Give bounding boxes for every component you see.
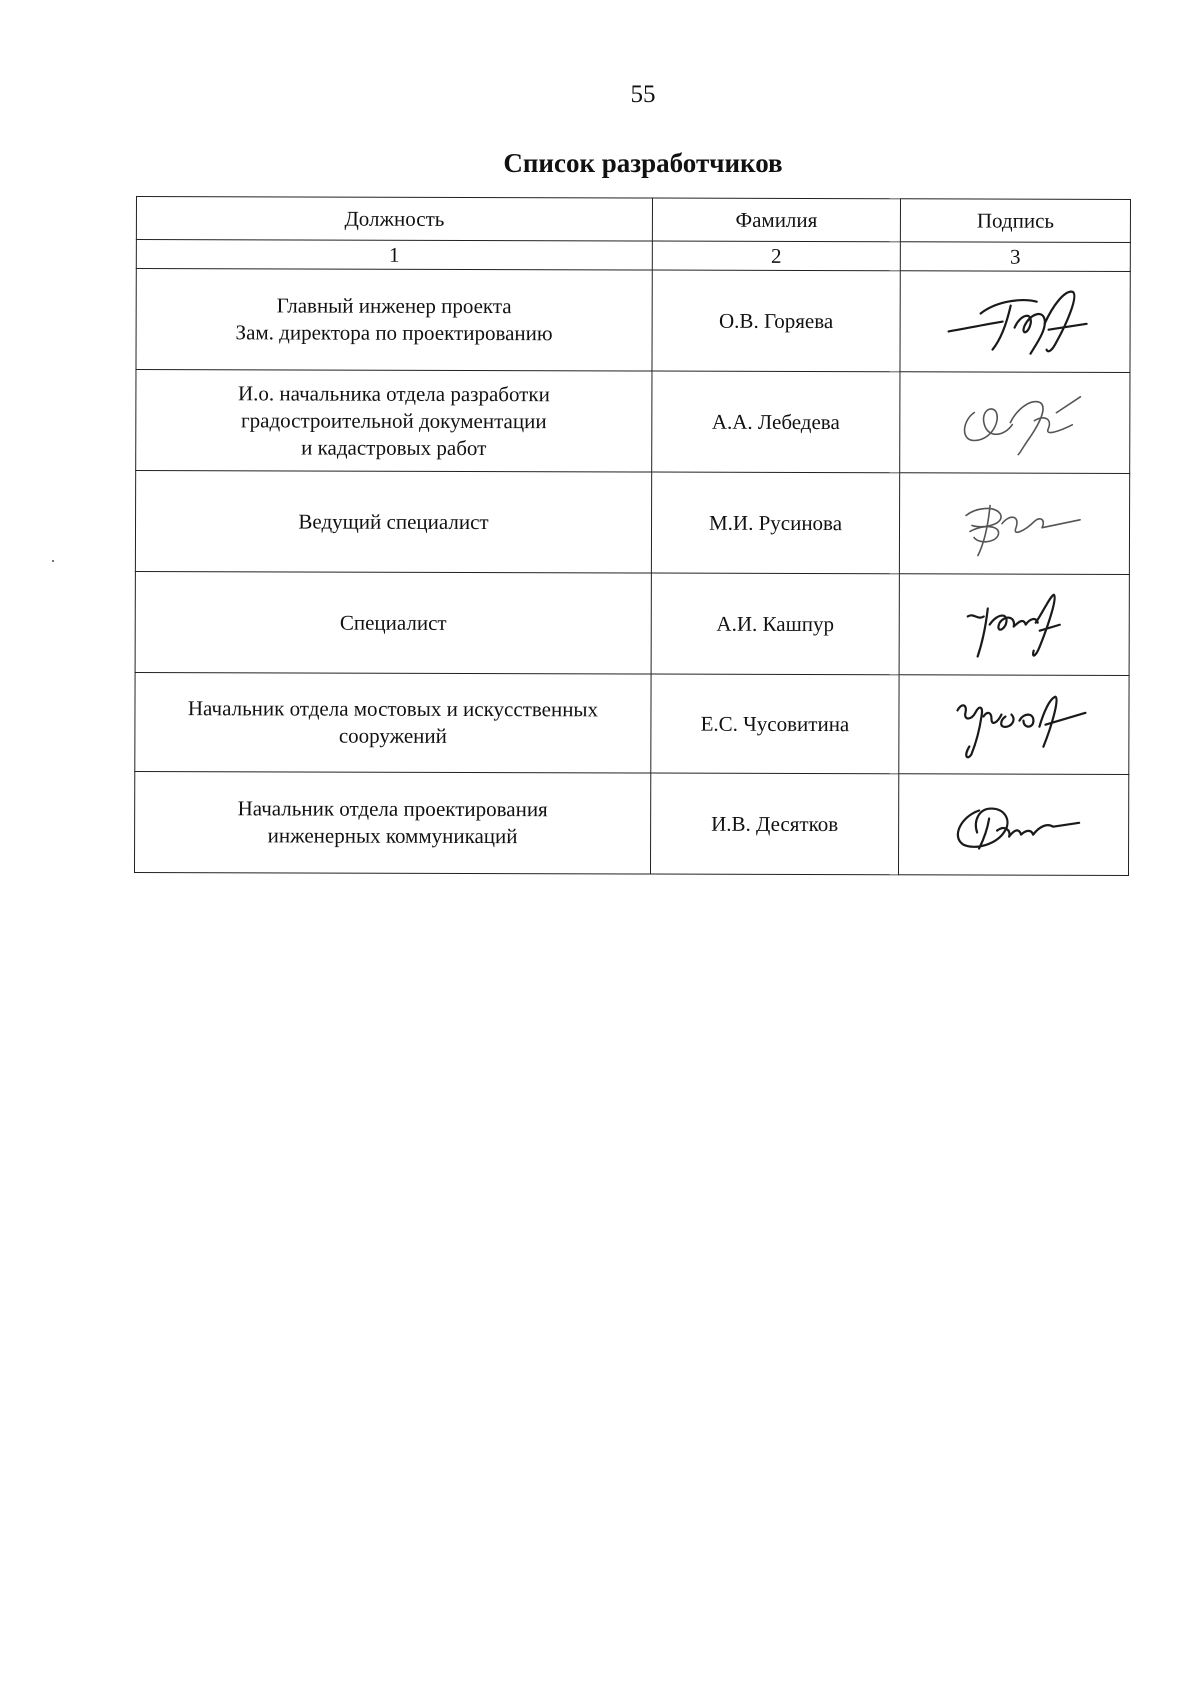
- table-row: [135, 471, 1129, 575]
- name-cell: Е.С. Чусовитина: [651, 674, 899, 774]
- signature-image: [939, 786, 1089, 862]
- name-cell: А.И. Кашпур: [651, 573, 899, 675]
- table-row: [135, 571, 1129, 675]
- position-cell: Ведущий специалист: [135, 471, 651, 574]
- position-cell: Начальник отдела проектирования инженерных коммуникаций: [134, 771, 650, 874]
- column-number: 3: [900, 242, 1130, 272]
- position-cell: Главный инженер проекта Зам. директора по проектированию: [136, 269, 652, 372]
- developers-table: [134, 196, 1131, 876]
- column-header-name: Фамилия: [652, 198, 900, 242]
- signature-cell: [899, 473, 1129, 575]
- column-header-position: Должность: [136, 197, 652, 242]
- signature-cell: [898, 774, 1128, 876]
- signature-cell: [900, 372, 1130, 474]
- position-cell: И.о. начальника отдела разработки градостроительной документации и кадастровых работ: [136, 370, 652, 473]
- column-number: 2: [652, 241, 900, 271]
- table-row: [135, 672, 1129, 774]
- signature-image: [939, 686, 1089, 762]
- signature-image: [940, 283, 1090, 359]
- signature-cell: [900, 271, 1130, 373]
- signature-cell: [899, 574, 1129, 676]
- column-number-row: [136, 240, 1130, 272]
- column-number: 1: [136, 240, 652, 271]
- signature-image: [939, 485, 1089, 561]
- name-cell: О.В. Горяева: [652, 270, 900, 372]
- position-cell: Начальник отдела мостовых и искусственных сооружений: [135, 672, 651, 773]
- table-row: [134, 771, 1128, 875]
- signature-image: [940, 384, 1090, 460]
- name-cell: А.А. Лебедева: [652, 371, 900, 473]
- table-header-row: [136, 197, 1130, 243]
- page-title: Список разработчиков: [503, 148, 783, 178]
- column-header-signature: Подпись: [900, 199, 1130, 243]
- signature-cell: [899, 675, 1129, 775]
- signature-image: [939, 586, 1089, 662]
- position-cell: Специалист: [135, 571, 651, 674]
- name-cell: М.И. Русинова: [651, 472, 899, 574]
- page-number: 55: [630, 81, 656, 108]
- name-cell: И.В. Десятков: [650, 773, 898, 875]
- table-row: [136, 370, 1130, 474]
- scan-artifact: [52, 560, 54, 562]
- table-row: [136, 269, 1130, 373]
